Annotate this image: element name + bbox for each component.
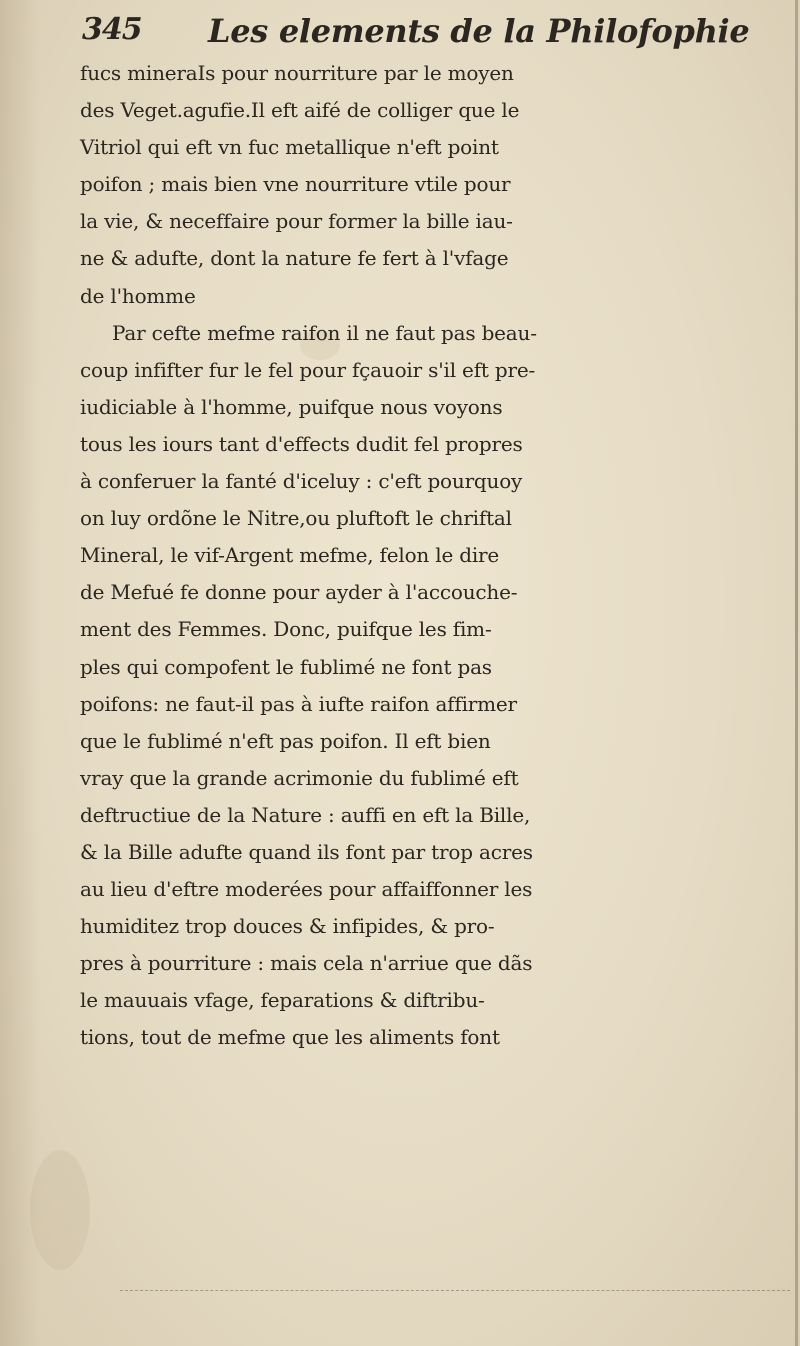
text-line: coup infifter fur le fel pour fçauoir s'il eft pre- bbox=[80, 357, 536, 382]
text-line: poifon ; mais bien vne nourriture vtile pour bbox=[80, 172, 511, 197]
bottom-show-through-line bbox=[120, 1290, 790, 1291]
text-line: au lieu d'eftre moderées pour affaiffonner les bbox=[80, 877, 533, 902]
text-line: deftructiue de la Nature : auffi en eft la Bille, bbox=[80, 802, 531, 827]
text-line: Mineral, le vif-Argent mefme, felon le dire bbox=[80, 543, 500, 568]
text-line: ples qui compofent le fublimé ne font pas bbox=[80, 654, 492, 679]
text-line: la vie, & neceffaire pour former la bille iau- bbox=[80, 209, 513, 234]
text-line: des Veget.agufie.Il eft aifé de colliger que le bbox=[80, 98, 520, 123]
text-line: tions, tout de mefme que les aliments font bbox=[80, 1025, 500, 1050]
running-title: Les elements de la Philofophie bbox=[208, 12, 750, 50]
gutter-shadow bbox=[0, 0, 40, 1346]
text-line: & la Bille adufte quand ils font par trop acres bbox=[80, 839, 533, 864]
text-line: tous les iours tant d'effects dudit fel propres bbox=[80, 431, 523, 456]
paragraph-start-line: Par cefte mefme raifon il ne faut pas beau- bbox=[112, 320, 537, 345]
text-line: que le fublimé n'eft pas poifon. Il eft bien bbox=[80, 728, 491, 753]
text-line: à conferuer la fanté d'iceluy : c'eft pourquoy bbox=[80, 469, 523, 494]
paper-stain bbox=[30, 1150, 90, 1270]
text-line: iudiciable à l'homme, puifque nous voyons bbox=[80, 394, 503, 419]
text-line: ment des Femmes. Donc, puifque les fim- bbox=[80, 617, 492, 642]
text-line: ne & adufte, dont la nature fe fert à l'vfage bbox=[80, 246, 509, 271]
text-line: poifons: ne faut-il pas à iufte raifon affirmer bbox=[80, 691, 517, 716]
text-line: on luy ordõne le Nitre,ou pluftoft le chriftal bbox=[80, 506, 512, 531]
text-line: fucs mineraIs pour nourriture par le moyen bbox=[80, 61, 514, 85]
text-line: Vitriol qui eft vn fuc metallique n'eft point bbox=[80, 135, 499, 160]
text-line: de l'homme bbox=[80, 283, 196, 308]
body-text bbox=[80, 55, 792, 1057]
text-line: le mauuais vfage, feparations & diftribu- bbox=[80, 988, 485, 1013]
text-line: pres à pourriture : mais cela n'arriue que dãs bbox=[80, 951, 533, 976]
text-line: humiditez trop douces & infipides, & pro- bbox=[80, 914, 495, 939]
text-line: vray que la grande acrimonie du fublimé eft bbox=[80, 765, 519, 790]
page-number: 345 bbox=[82, 12, 142, 47]
page-edge bbox=[795, 0, 798, 1346]
text-line: de Mefué fe donne pour ayder à l'accouche- bbox=[80, 580, 518, 605]
